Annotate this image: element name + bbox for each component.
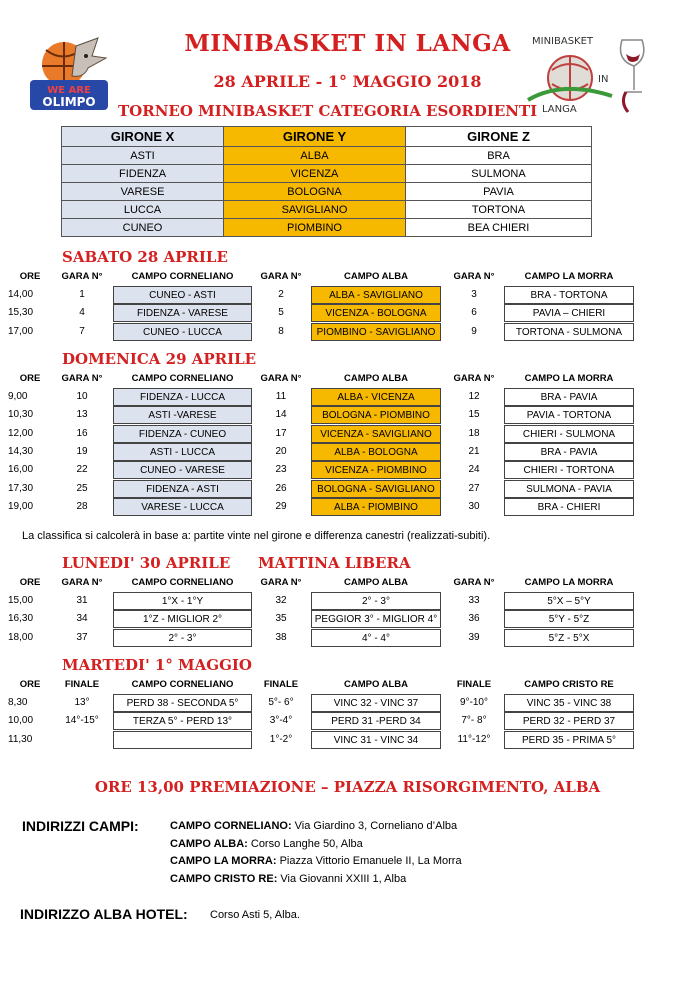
schedule-column-header: ORE [19, 271, 41, 282]
schedule-column-header: CAMPO ALBA [343, 577, 409, 588]
game-number: 35 [275, 613, 287, 625]
game-number: 14°-15° [65, 715, 99, 727]
match-cell: CUNEO - ASTI [113, 286, 252, 304]
match-cell: BRA - TORTONA [504, 286, 634, 304]
match-cell: PEGGIOR 3° - MIGLIOR 4° [311, 610, 441, 628]
schedule-column-header: CAMPO ALBA [343, 271, 409, 282]
game-number: 9 [471, 325, 477, 337]
game-number: 1 [79, 289, 85, 300]
girone-x-header: GIRONE X [62, 127, 224, 147]
game-number: 36 [468, 613, 480, 625]
match-cell: PERD 32 - PERD 37 [504, 712, 634, 730]
match-cell: PERD 35 - PRIMA 5° [504, 731, 634, 749]
day-title: DOMENICA 29 APRILE [62, 350, 257, 368]
match-cell: 2° - 3° [113, 629, 252, 647]
game-number: 18 [468, 427, 480, 439]
girone-team-cell: BOLOGNA [224, 183, 406, 201]
match-cell: ALBA - VICENZA [311, 388, 441, 406]
game-number: 8 [278, 325, 284, 337]
field-name: CAMPO CRISTO RE: [170, 872, 278, 885]
match-cell: 1°X - 1°Y [113, 592, 252, 610]
match-time: 17,30 [8, 482, 34, 494]
day-subtitle: MATTINA LIBERA [258, 554, 411, 572]
schedule-column-header: CAMPO CRISTO RE [524, 679, 614, 690]
game-number: 5°- 6° [268, 697, 294, 708]
schedule-column-header: GARA N° [453, 271, 495, 282]
match-cell: FIDENZA - LUCCA [113, 388, 252, 406]
schedule-column-header: GARA N° [260, 373, 302, 384]
ranking-note: La classifica si calcolerà in base a: partite vinte nel girone e differenza canestri (realizzati-subiti). [22, 530, 491, 542]
match-cell: ALBA - PIOMBINO [311, 498, 441, 516]
schedule-column-header: CAMPO LA MORRA [524, 577, 614, 588]
game-number: 11°-12° [457, 733, 491, 745]
match-cell: BRA - PAVIA [504, 388, 634, 406]
match-cell: 4° - 4° [311, 629, 441, 647]
gironi-row [62, 219, 592, 237]
field-address: Via Giardino 3, Corneliano d’Alba [294, 820, 458, 832]
logo-right-line3: LANGA [542, 104, 577, 115]
schedule-column-header: CAMPO LA MORRA [524, 271, 614, 282]
logo-left-line1: WE ARE [47, 85, 91, 96]
match-cell: VINC 32 - VINC 37 [311, 694, 441, 712]
logo-right-line1: MINIBASKET [532, 36, 594, 47]
hotel-address: Corso Asti 5, Alba. [210, 909, 300, 921]
match-time: 16,00 [8, 464, 34, 476]
schedule-column-header: FINALE [263, 679, 299, 690]
gironi-row [62, 201, 592, 219]
schedule-column-header: GARA N° [453, 373, 495, 384]
match-cell: CHIERI - SULMONA [504, 425, 634, 443]
match-cell: VINC 31 - VINC 34 [311, 731, 441, 749]
girone-z-header: GIRONE Z [406, 127, 592, 147]
field-address-line [170, 855, 462, 867]
game-number: 32 [275, 595, 287, 606]
schedule-column-header: FINALE [456, 679, 492, 690]
game-number: 15 [468, 409, 480, 421]
match-cell: PERD 38 - SECONDA 5° [113, 694, 252, 712]
field-address: Via Giovanni XXIII 1, Alba [280, 872, 407, 885]
day-title: MARTEDI' 1° MAGGIO [62, 656, 252, 674]
field-address-line [170, 873, 406, 885]
match-cell: TERZA 5° - PERD 13° [113, 712, 252, 730]
game-number: 16 [76, 427, 88, 439]
game-number: 14 [275, 409, 287, 421]
game-number: 7°- 8° [461, 715, 487, 727]
match-time: 12,00 [8, 427, 34, 439]
game-number: 26 [275, 482, 287, 494]
game-number: 19 [76, 445, 88, 457]
schedule-column-header: GARA N° [61, 373, 103, 384]
match-time: 9,00 [8, 391, 28, 402]
game-number: 6 [471, 307, 477, 319]
match-time: 11,30 [8, 733, 33, 745]
game-number: 3°-4° [269, 715, 293, 727]
match-cell: 2° - 3° [311, 592, 441, 610]
event-dates: 28 APRILE - 1° MAGGIO 2018 [213, 72, 482, 91]
day-title: SABATO 28 APRILE [62, 248, 228, 266]
match-time: 8,30 [8, 697, 28, 708]
girone-team-cell: PIOMBINO [224, 219, 406, 237]
gironi-row [62, 183, 592, 201]
girone-team-cell: FIDENZA [62, 165, 224, 183]
match-cell: VINC 35 - VINC 38 [504, 694, 634, 712]
tournament-category: TORNEO MINIBASKET CATEGORIA ESORDIENTI [118, 102, 538, 120]
match-cell: PAVIA – CHIERI [504, 304, 634, 322]
match-cell: VICENZA - SAVIGLIANO [311, 425, 441, 443]
match-cell: 1°Z - MIGLIOR 2° [113, 610, 252, 628]
game-number: 17 [275, 427, 287, 439]
match-cell: CUNEO - LUCCA [113, 323, 252, 341]
game-number: 13 [76, 409, 88, 421]
match-cell: VICENZA - PIOMBINO [311, 461, 441, 479]
match-cell: SULMONA - PAVIA [504, 480, 634, 498]
day-title: LUNEDI' 30 APRILE [62, 554, 231, 572]
match-cell: PERD 31 -PERD 34 [311, 712, 441, 730]
hotel-label: INDIRIZZO ALBA HOTEL: [20, 906, 188, 922]
game-number: 31 [76, 595, 88, 606]
match-cell: BOLOGNA - SAVIGLIANO [311, 480, 441, 498]
field-name: CAMPO CORNELIANO: [170, 820, 292, 832]
schedule-column-header: GARA N° [260, 577, 302, 588]
match-time: 15,30 [8, 307, 34, 319]
game-number [54, 731, 110, 749]
schedule-column-header: CAMPO CORNELIANO [131, 271, 234, 282]
field-address-line [170, 820, 457, 832]
match-time: 15,00 [8, 595, 34, 606]
match-time: 14,30 [8, 445, 34, 457]
game-number: 20 [275, 445, 287, 457]
girone-team-cell: BEA CHIERI [406, 219, 592, 237]
girone-team-cell: CUNEO [62, 219, 224, 237]
girone-team-cell: ALBA [224, 147, 406, 165]
game-number: 24 [468, 464, 480, 476]
game-number: 23 [275, 464, 287, 476]
match-cell: FIDENZA - CUNEO [113, 425, 252, 443]
field-address-line [170, 838, 363, 850]
match-cell: VICENZA - BOLOGNA [311, 304, 441, 322]
field-address: Corso Langhe 50, Alba [250, 837, 363, 850]
match-time: 16,30 [8, 613, 34, 625]
game-number: 4 [79, 307, 85, 319]
schedule-column-header: CAMPO ALBA [343, 679, 409, 690]
schedule-column-header: CAMPO CORNELIANO [131, 679, 234, 690]
logo-left-line2: OLIMPO [42, 95, 96, 109]
schedule-column-header: ORE [19, 373, 41, 384]
gironi-row [62, 165, 592, 183]
match-cell: CUNEO - VARESE [113, 461, 252, 479]
match-cell: PAVIA - TORTONA [504, 406, 634, 424]
match-cell: ALBA - SAVIGLIANO [311, 286, 441, 304]
field-name: CAMPO ALBA: [170, 837, 248, 850]
game-number: 27 [468, 482, 480, 494]
field-address: Piazza Vittorio Emanuele II, La Morra [279, 855, 462, 867]
schedule-column-header: CAMPO CORNELIANO [131, 577, 234, 588]
page-title: MINIBASKET IN LANGA [184, 30, 511, 57]
game-number: 25 [76, 482, 88, 494]
match-cell [113, 731, 252, 749]
addresses-label: INDIRIZZI CAMPI: [22, 818, 139, 834]
match-time: 17,00 [8, 325, 34, 337]
logo-right-line2: IN [598, 74, 609, 85]
girone-team-cell: PAVIA [406, 183, 592, 201]
gironi-header-row [62, 127, 592, 147]
game-number: 11 [275, 391, 287, 402]
girone-team-cell: SAVIGLIANO [224, 201, 406, 219]
game-number: 21 [468, 445, 480, 457]
match-cell: ALBA - BOLOGNA [311, 443, 441, 461]
match-time: 10,00 [8, 715, 34, 727]
girone-team-cell: TORTONA [406, 201, 592, 219]
game-number: 39 [468, 631, 480, 643]
girone-team-cell: ASTI [62, 147, 224, 165]
game-number: 13° [74, 697, 90, 708]
schedule-column-header: CAMPO ALBA [343, 373, 409, 384]
match-cell: CHIERI - TORTONA [504, 461, 634, 479]
minibasket-langa-logo [522, 30, 662, 116]
schedule-column-header: ORE [19, 679, 41, 690]
schedule-column-header: ORE [19, 577, 41, 588]
schedule-column-header: CAMPO CORNELIANO [131, 373, 234, 384]
game-number: 22 [76, 464, 88, 476]
game-number: 37 [76, 631, 88, 643]
game-number: 7 [79, 325, 85, 337]
game-number: 38 [275, 631, 287, 643]
schedule-column-header: GARA N° [260, 271, 302, 282]
award-ceremony: ORE 13,00 PREMIAZIONE – PIAZZA RISORGIMENTO, ALBA [94, 778, 601, 796]
match-cell: PIOMBINO - SAVIGLIANO [311, 323, 441, 341]
girone-team-cell: VARESE [62, 183, 224, 201]
schedule-column-header: GARA N° [61, 577, 103, 588]
game-number: 33 [468, 595, 480, 606]
olimpo-logo [26, 36, 112, 116]
game-number: 28 [76, 500, 88, 512]
match-cell: 5°Y - 5°Z [504, 610, 634, 628]
game-number: 29 [275, 500, 287, 512]
match-cell: TORTONA - SULMONA [504, 323, 634, 341]
match-time: 19,00 [8, 500, 34, 512]
game-number: 3 [471, 289, 477, 300]
game-number: 30 [468, 500, 480, 512]
match-cell: 5°X – 5°Y [504, 592, 634, 610]
game-number: 1°-2° [269, 733, 293, 745]
game-number: 9°-10° [459, 697, 488, 708]
match-cell: BRA - CHIERI [504, 498, 634, 516]
game-number: 12 [468, 391, 480, 402]
field-name: CAMPO LA MORRA: [170, 855, 277, 867]
girone-team-cell: LUCCA [62, 201, 224, 219]
match-time: 14,00 [8, 289, 34, 300]
gironi-table [61, 126, 592, 237]
schedule-column-header: FINALE [64, 679, 100, 690]
match-time: 10,30 [8, 409, 34, 421]
match-cell: ASTI - LUCCA [113, 443, 252, 461]
match-cell: BOLOGNA - PIOMBINO [311, 406, 441, 424]
schedule-column-header: GARA N° [453, 577, 495, 588]
match-cell: FIDENZA - VARESE [113, 304, 252, 322]
schedule-column-header: GARA N° [61, 271, 103, 282]
match-cell: 5°Z - 5°X [504, 629, 634, 647]
game-number: 5 [278, 307, 284, 319]
match-time: 18,00 [8, 631, 34, 643]
match-cell: FIDENZA - ASTI [113, 480, 252, 498]
girone-y-header: GIRONE Y [224, 127, 406, 147]
match-cell: BRA - PAVIA [504, 443, 634, 461]
game-number: 10 [76, 391, 88, 402]
gironi-row [62, 147, 592, 165]
game-number: 34 [76, 613, 88, 625]
girone-team-cell: SULMONA [406, 165, 592, 183]
match-cell: ASTI -VARESE [113, 406, 252, 424]
girone-team-cell: VICENZA [224, 165, 406, 183]
schedule-column-header: CAMPO LA MORRA [524, 373, 614, 384]
match-cell: VARESE - LUCCA [113, 498, 252, 516]
girone-team-cell: BRA [406, 147, 592, 165]
game-number: 2 [278, 289, 284, 300]
